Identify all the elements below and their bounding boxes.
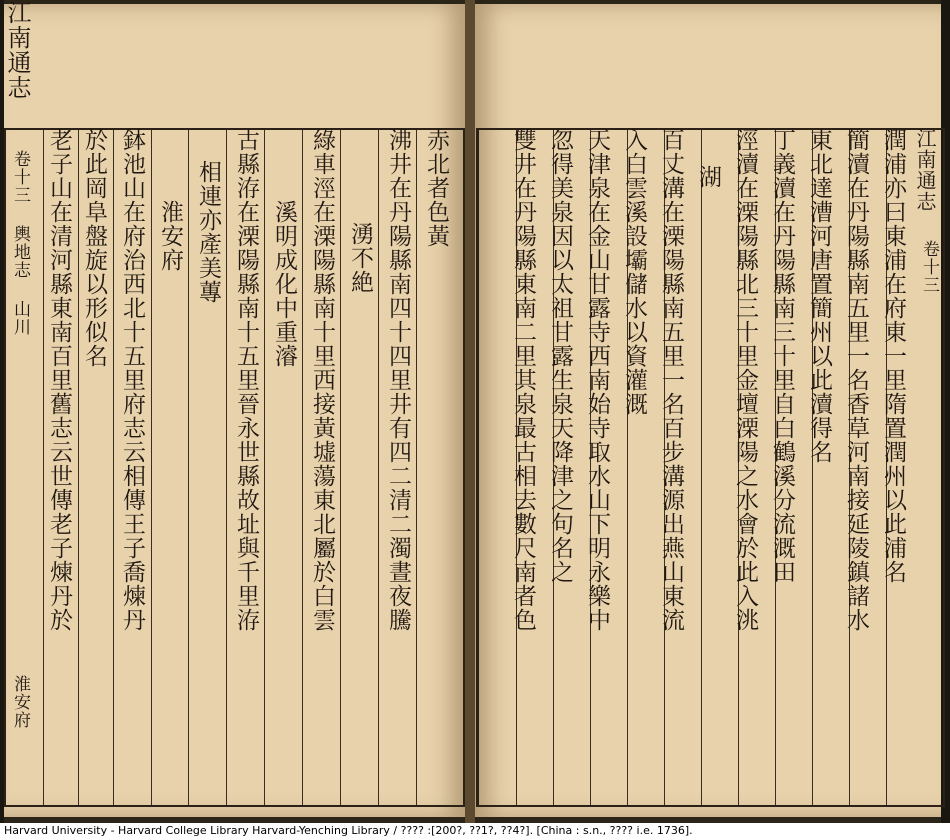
right-column-7: 百丈溝在溧陽縣南五里一名百步溝源出燕山東流 [658,128,684,632]
right-column-2: 簡瀆在丹陽縣南五里一名香草河南接延陵鎮諸水 [843,128,869,632]
left-margin-title: 江南通志 [3,0,31,100]
right-column-11: 雙井在丹陽縣東南二里其泉最古相去數尺南者色 [510,128,536,632]
right-column-1: 潤浦亦曰東浦在府東一里隋置潤州以此浦名 [880,128,906,584]
right-column-9: 天津泉在金山甘露寺西南始寺取水山下明永樂中 [584,128,610,632]
column-rule [264,130,265,805]
column-rule [302,130,303,805]
left-column-8: 淮安府 [157,200,183,272]
right-column-5: 涇瀆在溧陽縣北三十里金壇溧陽之水會於此入洮 [732,128,758,632]
left-column-4: 綠車涇在溧陽縣南十里西接黃墟蕩東北屬於白雲 [309,128,335,632]
book-gutter [465,0,475,823]
left-column-2: 沸井在丹陽縣南四十四里井有四二清二濁晝夜騰 [385,128,411,632]
left-column-5: 溪明成化中重濬 [271,200,297,368]
left-column-3: 湧不絶 [347,222,373,294]
left-column-9: 鉢池山在府治西北十五里府志云相傳王子喬煉丹 [119,128,145,632]
column-rule [151,130,152,805]
column-rule [340,130,341,805]
right-column-6: 湖 [695,165,721,189]
left-column-10: 於此岡阜盤旋以形似名 [81,128,107,368]
image-caption: Harvard University - Harvard College Library Harvard-Yenching Library / ???? :[200?, ??1?, ??4?]. [China : s.n., ???? i.e. 1736]. [4,824,693,837]
left-column-1: 赤北者色黃 [423,128,449,248]
column-rule [416,130,417,805]
right-column-10: 忽得美泉因以太祖甘露生泉天降津之句名之 [547,128,573,584]
left-column-11: 老子山在清河縣東南百里舊志云世傳老子煉丹於 [46,128,72,632]
column-rule [188,130,189,805]
column-rule [378,130,379,805]
left-margin-volume: 卷十三 輿地志 山川 [10,150,30,336]
right-margin-title: 江南通志 [913,128,937,212]
column-rule [226,130,227,805]
right-column-8: 入白雲溪設壩儲水以資灌溉 [621,128,647,416]
right-column-3: 東北達漕河唐置簡州以此瀆得名 [806,128,832,464]
right-column-4: 丁義瀆在丹陽縣南三十里自白鶴溪分流溉田 [769,128,795,584]
left-column-7: 相連亦產美蓴 [195,160,221,304]
left-margin-folio: 淮安府 [10,675,30,729]
left-column-6: 古縣洊在溧陽縣南十五里晉永世縣故址與千里洊 [233,128,259,632]
right-margin-volume: 卷十三 [919,240,939,294]
column-rule [701,130,702,805]
column-rule [113,130,114,805]
